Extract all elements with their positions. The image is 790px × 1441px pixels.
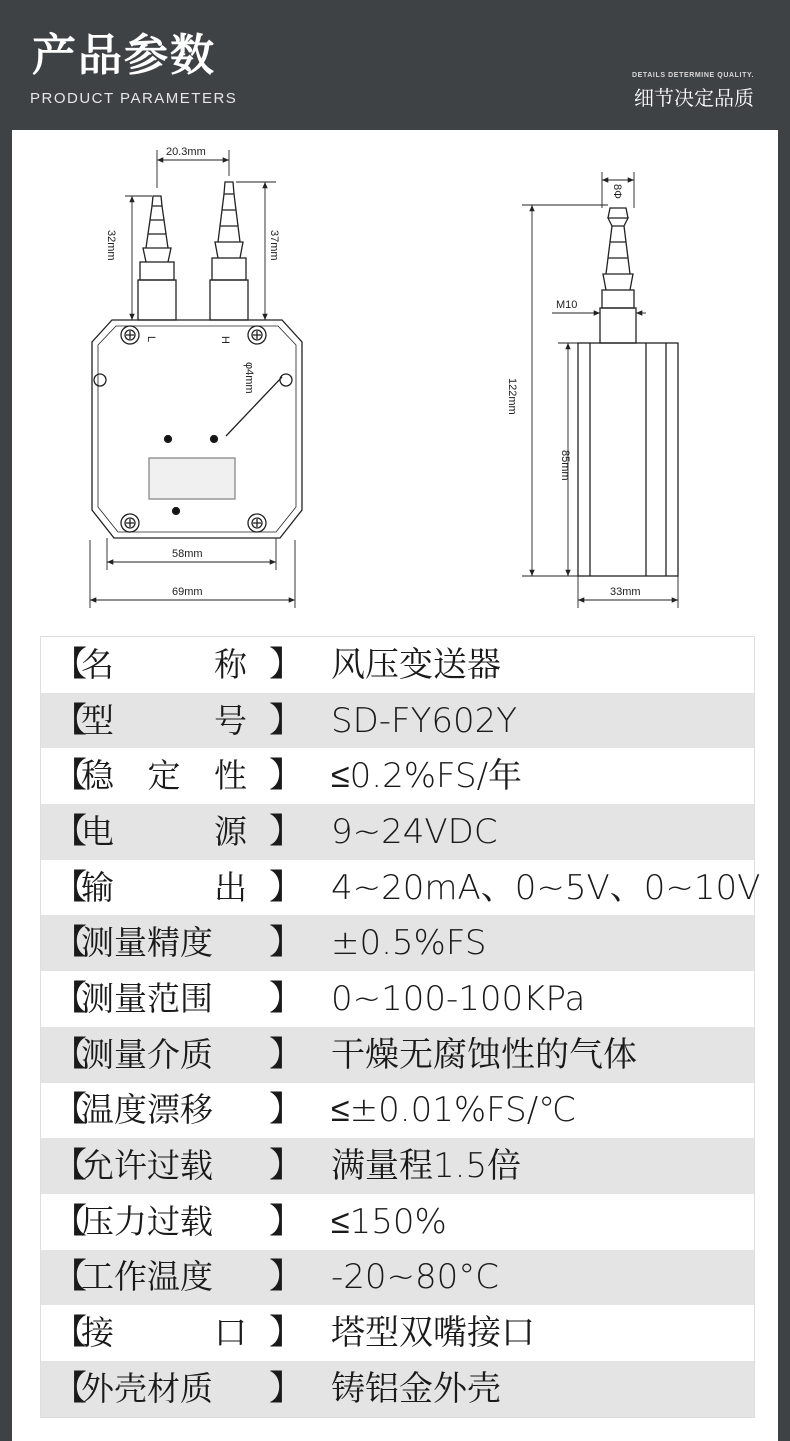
left-frame-border [0, 0, 12, 1441]
side-hose-barb [600, 208, 636, 343]
left-hose-barb [138, 196, 176, 320]
dim-fitting-spacing: 20.3mm [166, 146, 206, 158]
bracket-left: 【 [53, 1312, 87, 1353]
screw-bottom-right [248, 514, 266, 532]
bracket-right: 】 [269, 1145, 303, 1186]
spec-row [41, 1250, 754, 1306]
section-subtitle: PRODUCT PARAMETERS [30, 90, 238, 107]
spec-row [41, 1027, 754, 1083]
bracket-left: 【 [53, 1033, 87, 1074]
bracket-right: 】 [269, 1368, 303, 1409]
dim-thread: M10 [556, 299, 578, 311]
bracket-left: 【 [53, 866, 87, 907]
bracket-left: 【 [53, 1201, 87, 1242]
spec-key: 测量精度 [81, 923, 213, 963]
spec-value: SD-FY602Y [331, 700, 518, 741]
spec-key: 型 号 [81, 700, 247, 740]
spec-row [41, 1305, 754, 1361]
dim-mount-hole: φ4mm [243, 362, 255, 394]
bracket-left: 【 [53, 1089, 87, 1130]
spec-key: 电 源 [81, 811, 247, 851]
spec-key: 允许过载 [81, 1145, 213, 1185]
spec-row [41, 860, 761, 916]
bracket-left: 【 [53, 1368, 87, 1409]
dim-side-fitting: 8Φ [611, 184, 623, 199]
label-low-port: L [145, 336, 157, 343]
spec-value: 4~20mA、0~5V、0~10V [331, 867, 761, 908]
spec-key: 压力过载 [81, 1201, 213, 1241]
section-header [12, 0, 778, 130]
dim-depth: 33mm [610, 586, 641, 598]
spec-key: 测量介质 [81, 1034, 213, 1074]
spec-key: 工作温度 [81, 1257, 213, 1297]
bracket-right: 】 [269, 866, 303, 907]
dim-outer-width: 69mm [172, 586, 203, 598]
dim-total-height: 122mm [506, 378, 518, 415]
spec-value: ≤±0.01%FS/℃ [331, 1090, 577, 1131]
spec-value: ≤150% [331, 1201, 447, 1242]
dimension-drawing [12, 130, 778, 630]
bracket-right: 】 [269, 1033, 303, 1074]
bracket-left: 【 [53, 755, 87, 796]
dim-inner-width: 58mm [172, 548, 203, 560]
spec-row [41, 1138, 754, 1194]
front-housing [92, 320, 302, 538]
bracket-left: 【 [53, 978, 87, 1019]
screw-top-right [248, 326, 266, 344]
spec-row [41, 1361, 754, 1417]
spec-value: ≤0.2%FS/年 [331, 756, 523, 797]
spec-key: 名 称 [81, 644, 247, 684]
slogan-english: DETAILS DETERMINE QUALITY. [631, 72, 754, 79]
bracket-left: 【 [53, 811, 87, 852]
spec-row [41, 1083, 754, 1139]
bracket-right: 】 [269, 1256, 303, 1297]
spec-value: 满量程1.5倍 [331, 1146, 522, 1187]
spec-value: 干燥无腐蚀性的气体 [331, 1034, 637, 1075]
spec-table [40, 636, 761, 1418]
spec-row [41, 915, 754, 971]
bracket-left: 【 [53, 699, 87, 740]
bracket-right: 】 [269, 978, 303, 1019]
dim-right-fitting-height: 37mm [268, 230, 280, 261]
bracket-right: 】 [269, 1201, 303, 1242]
spec-value: 风压变送器 [331, 644, 501, 685]
spec-row [41, 637, 754, 693]
spec-row [41, 1194, 754, 1250]
spec-value: 0~100-100KPa [331, 978, 586, 1019]
screw-top-left [121, 326, 139, 344]
bracket-left: 【 [53, 922, 87, 963]
bracket-left: 【 [53, 1256, 87, 1297]
bracket-right: 】 [269, 699, 303, 740]
bracket-left: 【 [53, 644, 87, 685]
side-housing [578, 343, 678, 576]
spec-value: ±0.5%FS [331, 923, 487, 964]
screw-bottom-left [121, 514, 139, 532]
spec-value: -20~80°C [331, 1257, 500, 1298]
dim-body-height: 85mm [559, 450, 571, 481]
bracket-right: 】 [269, 1312, 303, 1353]
spec-key: 外壳材质 [81, 1368, 213, 1408]
spec-key: 输 出 [81, 867, 247, 907]
slogan-chinese: 细节决定品质 [634, 86, 754, 110]
spec-key: 测量范围 [81, 978, 213, 1018]
bracket-right: 】 [269, 1089, 303, 1130]
dim-left-fitting-height: 32mm [105, 230, 117, 261]
spec-key: 接 口 [81, 1312, 247, 1352]
spec-row [41, 804, 754, 860]
right-hose-barb [210, 182, 248, 320]
spec-value: 铸铝金外壳 [331, 1368, 501, 1409]
bracket-left: 【 [53, 1145, 87, 1186]
spec-value: 9~24VDC [331, 811, 498, 852]
display-window [149, 458, 235, 499]
spec-value: 塔型双嘴接口 [331, 1313, 535, 1354]
bracket-right: 】 [269, 644, 303, 685]
spec-key: 温度漂移 [81, 1090, 213, 1130]
bracket-right: 】 [269, 811, 303, 852]
label-high-port: H [219, 336, 231, 344]
spec-row [41, 971, 754, 1027]
section-title: 产品参数 [32, 30, 216, 81]
spec-row [41, 748, 754, 804]
right-frame-border [778, 0, 790, 1441]
bracket-right: 】 [269, 755, 303, 796]
bracket-right: 】 [269, 922, 303, 963]
spec-key: 稳 定 性 [81, 756, 247, 796]
spec-row [41, 693, 754, 749]
